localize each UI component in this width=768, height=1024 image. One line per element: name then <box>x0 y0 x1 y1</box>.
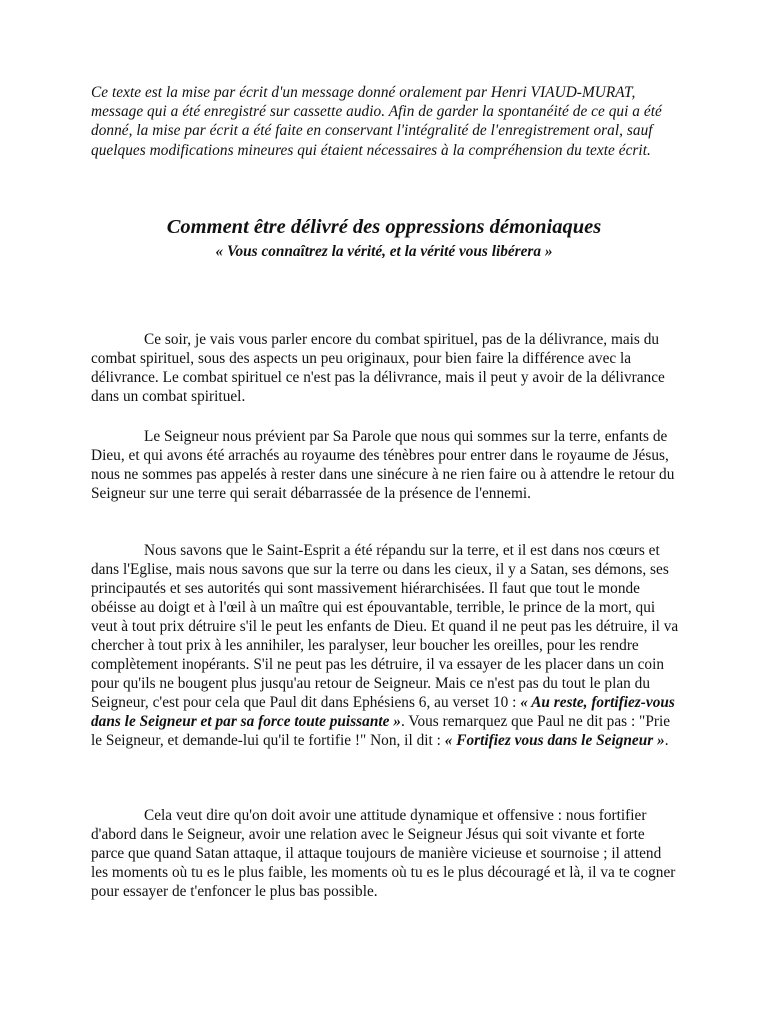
document-title: Comment être délivré des oppressions démoniaques <box>166 216 602 238</box>
paragraph-3-text-3: . <box>664 732 669 750</box>
intro-note: Ce texte est la mise par écrit d'un message donné oralement par Henri VIAUD-MURAT, message qui a été enregistré sur cassette audio. Afin de garder la spontanéité de ce qui a été donné, la mise par écrit a été faite en conservant l'intégralité de l'enregistrement oral, sauf quelques modifications mineures qui étaient nécessaires à la compréhension du texte écrit. <box>91 84 662 159</box>
scripture-quote-ephesians: « Au reste, fortifiez-vous dans le Seigneur et par sa force toute puissante » <box>91 694 675 731</box>
paragraph-3-text-2: . Vous remarquez que Paul ne dit pas : "Prie le Seigneur, et demande-lui qu'il te fortifie !" Non, il dit : <box>91 713 671 750</box>
scripture-quote-fortifiez: « Fortifiez vous dans le Seigneur » <box>444 732 665 750</box>
paragraph-3 <box>91 541 681 751</box>
paragraph-3-text-1: Nous savons que le Saint-Esprit a été répandu sur la terre, et il est dans nos cœurs et dans l'Eglise, mais nous savons que sur la terre ou dans les cieux, il y a Satan, ses démons, ses principautés et ses autorités qui sont massivement hiérarchisées. Il faut que tout le monde obéisse au doigt et à l'œil à un maître qui est épouvantable, terrible, le prince de la mort, qui veut à tout prix détruire s'il le peut les enfants de Dieu. Et quand il ne peut pas les détruire, il va chercher à tout prix à les annihiler, les paralyser, leur boucher les oreilles, pour les rendre complètement inopérants. S'il ne peut pas les détruire, il va essayer de les placer dans un coin pour qu'ils ne bougent plus jusqu'au retour de Seigneur. Mais ce n'est pas du tout le plan du Seigneur, c'est pour cela que Paul dit dans Ephésiens 6, au verset 10 : <box>91 542 679 712</box>
paragraph-4: Cela veut dire qu'on doit avoir une attitude dynamique et offensive : nous fortifier d'abord dans le Seigneur, avoir une relation avec le Seigneur Jésus qui soit vivante et forte parce que quand Satan attaque, il attaque toujours de manière vicieuse et sournoise ; il attend les moments où tu es le plus faible, les moments où tu es le plus découragé et là, il va te cogner pour essayer de t'enfoncer le plus bas possible. <box>91 807 676 901</box>
paragraph-2: Le Seigneur nous prévient par Sa Parole que nous qui sommes sur la terre, enfants de Dieu, et qui avons été arrachés au royaume des ténèbres pour entrer dans le royaume de Jésus, nous ne sommes pas appelés à rester dans une sinécure à ne rien faire ou à attendre le retour du Seigneur sur une terre qui serait débarrassée de la présence de l'ennemi. <box>91 428 675 503</box>
paragraph-1: Ce soir, je vais vous parler encore du combat spirituel, pas de la délivrance, mais du combat spirituel, sous des aspects un peu originaux, pour bien faire la différence avec la délivrance. Le combat spirituel ce n'est pas la délivrance, mais il peut y avoir de la délivrance dans un combat spirituel. <box>91 331 665 406</box>
document-subtitle: « Vous connaîtrez la vérité, et la vérité vous libérera » <box>215 243 553 260</box>
